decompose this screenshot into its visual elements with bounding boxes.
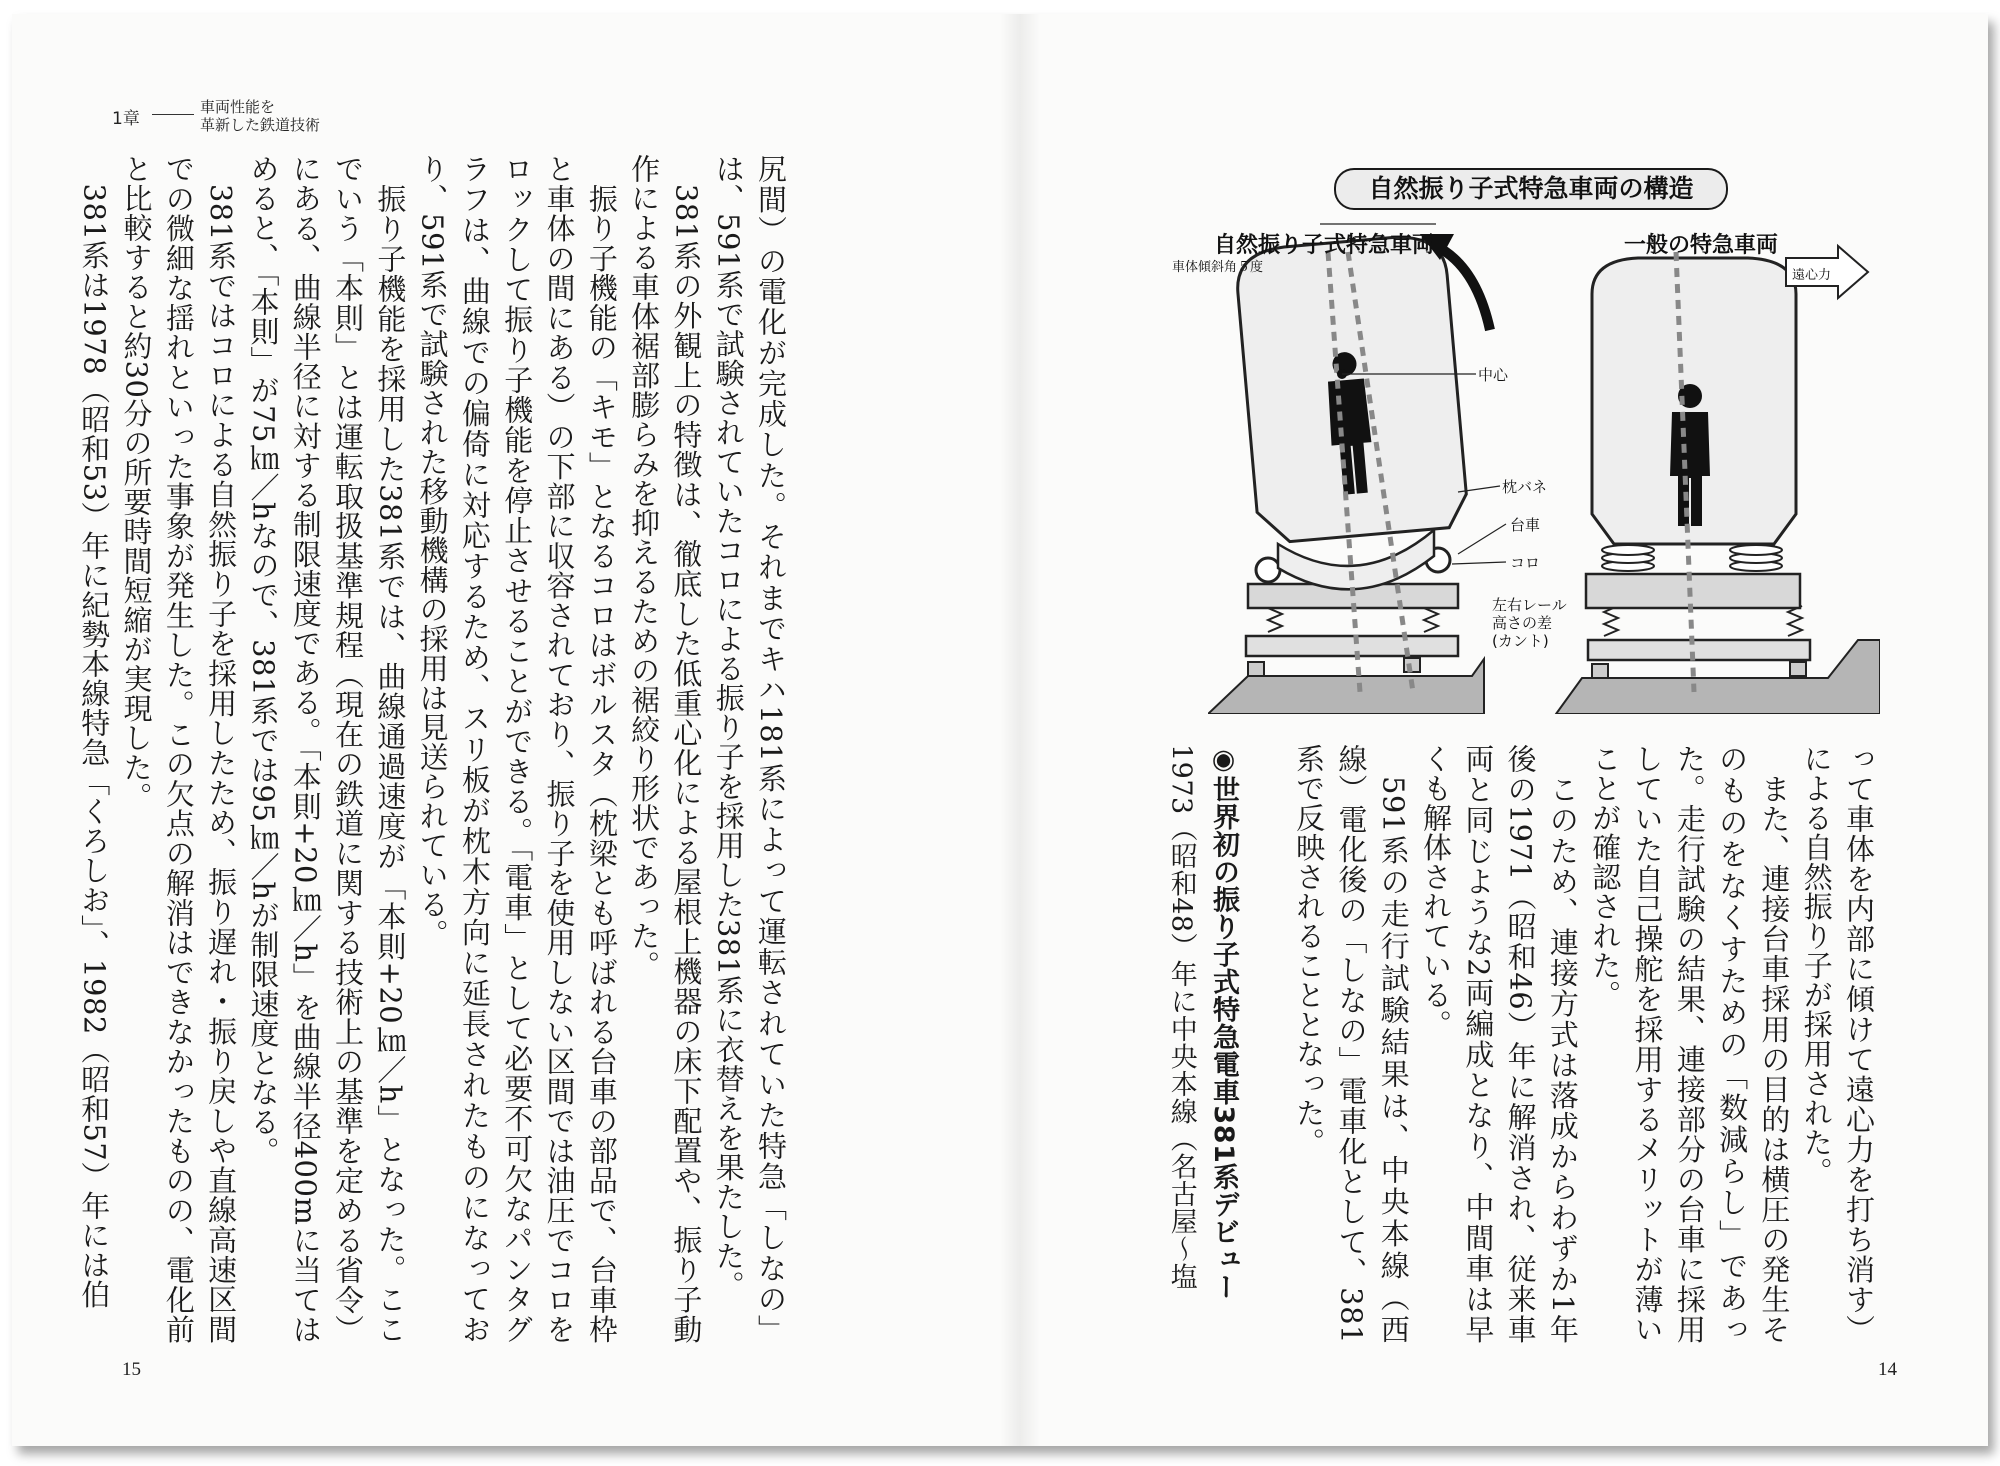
paragraph: って車体を内部に傾けて遠心力を打ち消す）による自然振り子が採用された。 xyxy=(1799,744,1876,1344)
cant-label-line1: 左右レール xyxy=(1492,596,1567,614)
right-axle-springs xyxy=(1604,606,1802,636)
chapter-title-line2: 革新した鉄道技術 xyxy=(200,116,321,134)
paragraph: 381系ではコロによる自然振り子を採用したため、振り遅れ・振り戻しや直線高速区間での微細な揺れといった事象が発生した。この欠点の解消はできなかったものの、電化前と比較すると約30分の所要時間短縮が実現した。 xyxy=(119,154,239,1344)
paragraph: 振り子機能を採用した381系では、曲線通過速度が「本則+20㎞／h」となった。ここでいう「本則」とは運転取扱基準規程（現在の鉄道に関する技術上の基準を定める省令）にある、曲線半径に対する制限速度である。「本則+20㎞／h」を曲線半径400mに当てはめると、「本則」が75㎞／hなので、381系では95㎞／hが制限速度となる。 xyxy=(246,154,408,1344)
left-roller xyxy=(1256,558,1280,582)
right-bolster-springs xyxy=(1602,545,1782,571)
section-heading: ◉世界初の振り子式特急電車381系デビュー xyxy=(1208,744,1239,1301)
left-caption: 自然振り子式特急車両 xyxy=(1214,233,1435,258)
page-number-right: 14 xyxy=(1878,1359,1897,1380)
tilt-angle-label: 車体傾斜角５度 xyxy=(1172,260,1264,275)
running-head-rule xyxy=(152,114,194,115)
right-caption: 一般の特急車両 xyxy=(1624,233,1779,258)
paragraph: 591系の走行試験結果は、中央本線（西線）電化後の「しなの」電車化として、381系で反映されることとなった。 xyxy=(1292,744,1411,1344)
cant-label-line3: (カント) xyxy=(1492,632,1549,650)
chapter-label: 1章 xyxy=(112,109,140,129)
cant-label-line2: 高さの差 xyxy=(1492,614,1553,632)
paragraph: 振り子機能の「キモ」となるコロはボルスタ（枕梁とも呼ばれる台車の部品で、台車枠と車体の間にある）の下部に収容されており、振り子を使用しない区間では油圧でコロをロックして振り子機能を停止させることができる。「電車」として必要不可欠なパンタグラフは、曲線での偏倚に対応するため、スリ板が枕木方向に延長されたものになっており、591系で試験された移動機構の採用は見送られている。 xyxy=(415,154,619,1344)
chapter-title xyxy=(200,98,400,134)
left-page-body xyxy=(77,154,792,1344)
chapter-title-line1: 車両性能を xyxy=(200,98,276,116)
paragraph: また、連接台車採用の目的は横圧の発生そのものをなくすための「数減らし」であった。走行試験の結果、連接部分の台車に採用していた自己操舵を採用するメリットが薄いことが確認された。 xyxy=(1588,744,1792,1344)
section-paragraph: 1973（昭和48）年に中央本線（名古屋～塩 xyxy=(1165,744,1197,1291)
bogie-label: 台車 xyxy=(1510,516,1541,534)
right-bogie-lower-frame xyxy=(1588,640,1810,660)
center-label: 中心 xyxy=(1478,366,1509,384)
right-page-body xyxy=(1260,744,1880,1344)
roller-label: コロ xyxy=(1510,554,1541,572)
paragraph: このため、連接方式は落成からわずか1年後の1971（昭和46）年に解消され、従来車両と同じような2両編成となり、中間車は早くも解体されている。 xyxy=(1419,744,1580,1344)
left-car-body xyxy=(1234,233,1469,544)
paragraph: 381系は1978（昭和53）年に紀勢本線特急「くろしお」、1982（昭和57）年には伯 xyxy=(77,154,112,1309)
section-block xyxy=(1144,744,1244,1344)
centrifugal-label: 遠心力 xyxy=(1792,268,1832,283)
left-bogie-lower-frame xyxy=(1246,636,1458,656)
cant-label xyxy=(1492,596,1567,650)
paragraph: 尻間）の電化が完成した。それまでキハ181系によって運転されていた特急「しなの」は、591系で試験されていたコロによる振り子を採用した381系に衣替えを果たした。 xyxy=(711,154,788,1344)
spring-label: 枕バネ xyxy=(1502,478,1548,496)
figure-title: 自然振り子式特急車両の構造 xyxy=(1334,168,1728,210)
book-spread xyxy=(12,14,1988,1446)
paragraph: 381系の外観上の特徴は、徹底した低重心化による屋根上機器の床下配置や、振り子動作による車体裾部膨らみを抑えるための裾絞り形状であった。 xyxy=(627,154,704,1344)
page-number-left: 15 xyxy=(122,1359,141,1380)
right-bogie-frame xyxy=(1586,574,1800,608)
figure-tilting-train xyxy=(1172,164,1880,714)
page-gutter xyxy=(1000,14,1040,1446)
